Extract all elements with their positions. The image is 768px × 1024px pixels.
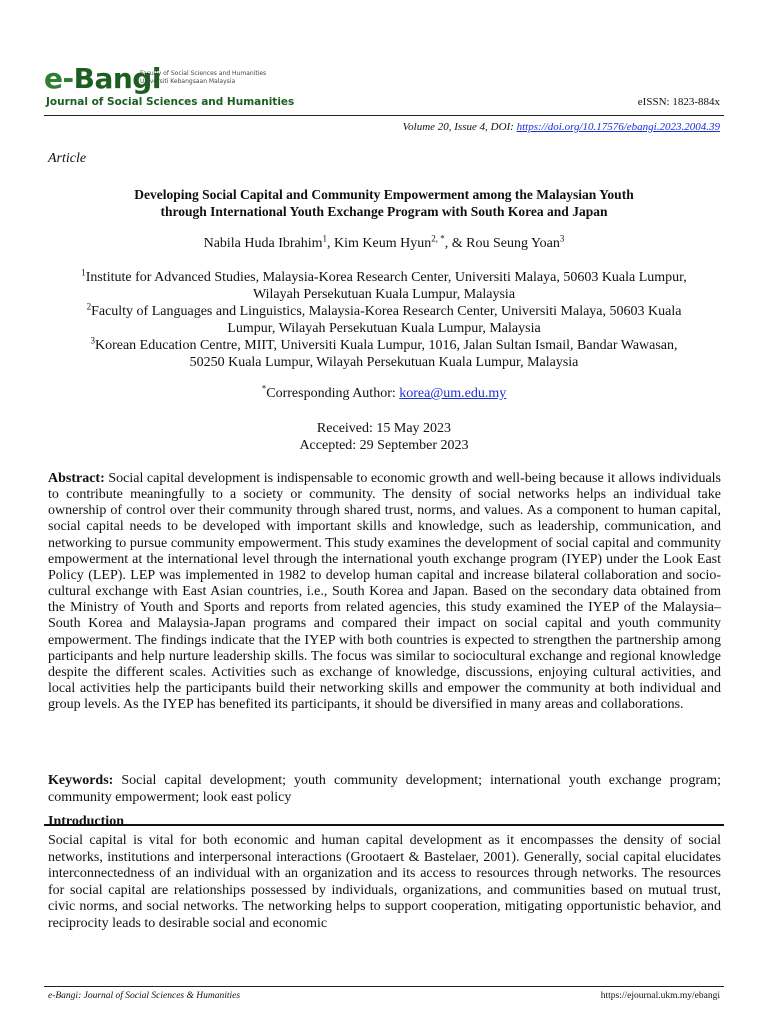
keywords-label: Keywords: [48, 773, 114, 788]
author-separator: , [327, 236, 335, 251]
author-name: Nabila Huda Ibrahim [203, 236, 323, 251]
logo-subtitle: Journal of Social Sciences and Humanities [46, 96, 295, 108]
accepted-date: Accepted: 29 September 2023 [299, 438, 469, 453]
author-separator: , & [444, 236, 467, 251]
title-line-2: through International Youth Exchange Program with South Korea and Japan [160, 204, 608, 219]
logo-dash: - [62, 62, 74, 95]
affiliation-text: Faculty of Languages and Linguistics, Malaysia-Korea Research Center, Universiti Malaya, 50603 Kuala [91, 304, 682, 319]
affiliations [48, 269, 720, 371]
author-sup: 2, * [431, 233, 445, 244]
affiliation-sup: 3 [90, 335, 95, 346]
abstract-label: Abstract: [48, 471, 105, 486]
journal-logo [44, 62, 295, 114]
article-dates [60, 420, 708, 454]
title-line-1: Developing Social Capital and Community Empowerment among the Malaysian Youth [134, 187, 634, 202]
footer-divider [44, 986, 724, 987]
footer-journal: e-Bangi: Journal of Social Sciences & Humanities [48, 991, 241, 1001]
introduction-heading: Introduction [48, 814, 124, 829]
introduction-text: Social capital is vital for both economic and human capital development as it encompasses the density of social networks, institutions and interpersonal interactions (Grootaert & Bastelaer, 2001). Generally, social capital elucidates interconnectedness of an individual with an organization and its access to resources through networks. The resources for social capital are relationships possessed by individuals, organizations, and communities based on mutual trust, civic norms, and social networks. The networking helps to support cooperation, mitigating opportunistic behavior, and reciprocity leads to desirable social and economic [48, 833, 721, 931]
abstract [48, 471, 721, 713]
corresponding-email-link[interactable]: korea@um.edu.my [399, 386, 507, 401]
header-divider [44, 115, 724, 116]
affiliation-line [48, 269, 720, 286]
affiliation-line: Wilayah Persekutuan Kuala Lumpur, Malaysia [252, 287, 516, 302]
affiliation-line: 50250 Kuala Lumpur, Wilayah Persekutuan Kuala Lumpur, Malaysia [189, 355, 579, 370]
eissn: eISSN: 1823-884x [637, 96, 720, 108]
corresponding-label: Corresponding Author: [266, 386, 400, 401]
logo-e: e [44, 62, 63, 95]
author-name: Kim Keum Hyun [334, 236, 432, 251]
logo-faculty-line2: Universiti Kebangsaan Malaysia [140, 78, 236, 85]
affiliation-sup: 1 [81, 267, 86, 278]
author-list [60, 233, 708, 252]
corresponding-sup: * [261, 383, 267, 394]
logo-faculty-line1: Faculty of Social Sciences and Humanities [140, 70, 267, 77]
author-sup: 1 [322, 233, 328, 244]
logo-faculty [140, 70, 290, 86]
affiliation-line [48, 303, 720, 320]
volume-prefix: Volume 20, Issue 4, DOI: [402, 121, 517, 133]
affiliation-text: Institute for Advanced Studies, Malaysia-Korea Research Center, Universiti Malaya, 50603 Kuala Lumpur, [85, 270, 687, 285]
corresponding-author [60, 383, 708, 402]
affiliation-line: Lumpur, Wilayah Persekutuan Kuala Lumpur, Malaysia [227, 321, 541, 336]
footer-url[interactable]: https://ejournal.ukm.my/ebangi [600, 991, 720, 1001]
affiliation-line [48, 337, 720, 354]
article-title [60, 186, 708, 220]
logo-bangi: Bangi [73, 62, 161, 95]
author-sup: 3 [559, 233, 565, 244]
section-divider [44, 824, 724, 826]
doi-link[interactable]: https://doi.org/10.17576/ebangi.2023.2004.39 [516, 121, 720, 133]
affiliation-text: Korean Education Centre, MIIT, Universiti Kuala Lumpur, 1016, Jalan Sultan Ismail, Bandar Wawasan, [94, 338, 678, 353]
keywords-text: Social capital development; youth community development; international youth exchange program; community empowerment; look east policy [48, 773, 722, 805]
author-name: Rou Seung Yoan [466, 236, 560, 251]
received-date: Received: 15 May 2023 [316, 421, 452, 436]
volume-doi [403, 121, 720, 133]
affiliation-sup: 2 [86, 301, 92, 312]
keywords [48, 773, 721, 806]
abstract-text: Social capital development is indispensable to economic growth and well-being because it allows individuals to contribute meaningfully to a society or community. The density of social networks helps an individual take ownership of control over their community through shared trust, norms, and values. As a component to human capital, social capital needs to be developed with important skills and knowledge, such as leadership, communication, and networking to pursue community empowerment. This study examines the development of social capital and community empowerment at the international level through the international youth exchange program (IYEP) under the Look East Policy (LEP). LEP was implemented in 1982 to develop human capital and increase bilateral collaboration and socio-cultural exchange with East Asian countries, i.e., South Korea and Japan. Based on the secondary data obtained from the Ministry of Youth and Sports and reports from related agencies, this study examined the IYEP of the Malaysia–South Korea and Malaysia-Japan programs and compared their impact on social capital and youth community empowerment. The findings indicate that the IYEP with both countries is expected to strengthen the partnership among participants and help nurture leadership skills. The focus was similar to sociocultural exchange and regional knowledge despite the different scales. Activities such as exchange of knowledge, discussions, enjoying cultural activities, and local activities help the participants build their networking skills and empower the community at both individual and group levels. As the IYEP has benefited its participants, it should be diversified in many areas and collaborations. [48, 471, 722, 713]
article-type-label: Article [48, 151, 87, 166]
